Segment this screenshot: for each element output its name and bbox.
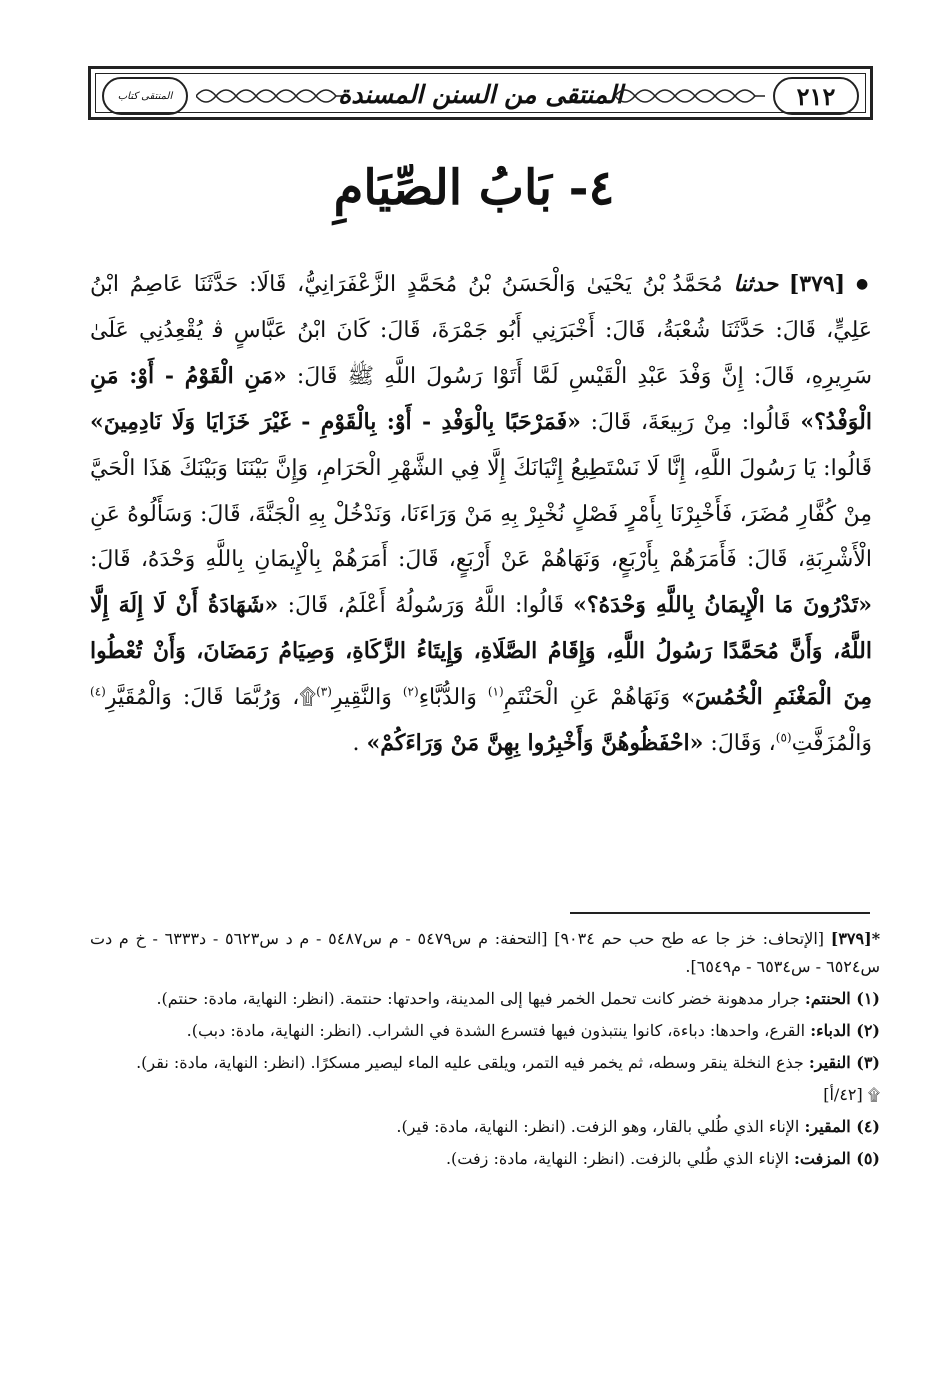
page-number: ٢١٢ [796, 81, 836, 111]
haddathana-word: حدثنا [733, 271, 779, 297]
book-title: المنتقى من السنن المسندة [338, 80, 623, 109]
narration-text: قَالُوا: اللَّهُ وَرَسُولُهُ أَعْلَمُ، قَالَ: [287, 593, 564, 619]
narration-text: ، وَقَالَ: [710, 731, 776, 757]
footnote-ref: (٢) [402, 684, 419, 699]
footnote-text: القرع، واحدها: دباءة، كانوا ينتبذون فيها فتسرع الشدة في الشراب. (انظر: النهاية، مادة: دبب). [186, 1021, 806, 1040]
ref-number: [٣٧٩] [830, 929, 872, 948]
footnote-item [90, 1113, 880, 1141]
hadith-paragraph [90, 262, 872, 767]
footnote-divider [570, 912, 870, 914]
prophet-quote: «فَمَرْحَبًا بِالْوَفْدِ - أَوْ: بِالْقَوْمِ - غَيْرَ خَزَايَا وَلَا نَادِمِينَ» [90, 408, 581, 435]
ornament-right-icon [615, 84, 765, 108]
footnote-lead: (٥) المزفت: [794, 1149, 880, 1168]
footnote-ref: (٤) [90, 684, 106, 699]
end-punct: . [352, 731, 360, 757]
book-logo-text: المنتقى كتاب [117, 90, 173, 102]
footnote-text: جرار مدهونة خضر كانت تحمل الخمر فيها إلى المدينة، واحدتها: حنتمة. (انظر: النهاية، مادة: حنتم). [156, 989, 800, 1008]
isnad-text: مُحَمَّدُ بْنُ يَحْيَىٰ وَالْحَسَنُ بْنُ مُحَمَّدٍ الزَّعْفَرَانِيُّ، قَالَا: حَدَّثَنَا عَاصِمُ ابْنُ عَلِيٍّ، قَالَ: حَدَّثَنَا شُعْبَةُ، قَالَ: أَخْبَرَنِي أَبُو جَمْرَةَ، قَالَ: كَانَ ابْنُ عَبَّاسٍ ﭬ يُقْعِدُنِي عَلَىٰ سَرِيرِهِ، قَالَ: إِنَّ وَفْدَ عَبْدِ الْقَيْسِ لَمَّا أَتَوْا رَسُولَ اللَّهِ ﷺ قَالَ: [90, 272, 873, 389]
prophet-quote: «شَهَادَةُ أَنْ لَا إِلَهَ إِلَّا اللَّهُ، وَأَنَّ مُحَمَّدًا رَسُولُ اللَّهِ، وَإِقَامُ الصَّلَاةِ، وَإِيتَاءُ الزَّكَاةِ، وَصِيَامُ رَمَضَانَ، وَأَنْ تُعْطُوا مِنَ الْمَغْنَمِ الْخُمُسَ» [90, 592, 873, 711]
page-number-emblem [773, 77, 859, 115]
hadith-number: [٣٧٩] [788, 271, 846, 297]
source-reference [90, 925, 880, 981]
footnote-text: الإناء الذي طُلي بالقار، وهو الزفت. (انظر: النهاية، مادة: قير). [396, 1117, 800, 1136]
footnote-text: الإناء الذي طُلي بالزفت. (انظر: النهاية، مادة: زفت). [445, 1149, 789, 1168]
narration-text: قَالُوا: يَا رَسُولَ اللَّهِ، إِنَّا لَا نَسْتَطِيعُ إِتْيَانَكَ إِلَّا فِي الشَّهْرِ الْحَرَامِ، وَإِنَّ بَيْنَنَا وَبَيْنَكَ هَذَا الْحَيَّ مِنْ كُفَّارِ مُضَرَ، فَأَخْبِرْنَا بِأَمْرٍ فَصْلٍ نُخْبِرْ بِهِ مَنْ وَرَاءَنَا، وَنَدْخُلْ بِهِ الْجَنَّةَ، قَالَ: وَسَأَلُوهُ عَنِ الْأَشْرِبَةِ، قَالَ: فَأَمَرَهُمْ بِأَرْبَعٍ، وَنَهَاهُمْ عَنْ أَرْبَعٍ، قَالَ: أَمَرَهُمْ بِالْإِيمَانِ بِاللَّهِ وَحْدَهُ، قَالَ: [90, 455, 872, 573]
footnote-ref: (١) [487, 684, 504, 699]
footnote-ref: (٥) [775, 730, 792, 745]
footnote-text: ۩ [٤٢/أ] [823, 1085, 880, 1104]
narration-text: وَالْمُزَفَّتِ [791, 731, 872, 757]
footnote-item [90, 1049, 880, 1077]
footnote-item [90, 985, 880, 1013]
narration-text: ، وَرُبَّمَا قَالَ: وَالْمُقَيَّرِ [105, 685, 300, 711]
ref-star: * [871, 929, 881, 948]
narration-text: وَالنَّقِيرِ [331, 685, 392, 711]
hadith-body [90, 262, 872, 767]
footnote-lead: (٣) النقير: [808, 1053, 880, 1072]
ref-text: [الإتحاف: خز جا عه طح حب حم ٩٠٣٤] [التحفة: م س٥٤٧٩ - م س٥٤٨٧ - م د س٥٦٢٣ - د٦٣٣٣ - خ م دت س٦٥٢٤ - س٦٥٣٤ - م٦٥٤٩]. [90, 929, 880, 976]
manuscript-folio-ref [90, 1081, 880, 1109]
narration-text: قَالُوا: مِنْ رَبِيعَةَ، قَالَ: [590, 409, 791, 435]
footnote-lead: (٤) المقير: [804, 1117, 880, 1136]
footnote-item [90, 1017, 880, 1045]
bullet-icon: ● [855, 276, 872, 293]
footnote-item [90, 1145, 880, 1173]
prophet-quote: «مَنِ الْقَوْمُ - أَوْ: مَنِ الْوَفْدُ؟» [90, 362, 872, 435]
footnote-text: جذع النخلة ينقر وسطه، ثم يخمر فيه التمر، ويلقى عليه الماء ليصير مسكرًا. (انظر: النهاية، مادة: نقر). [136, 1053, 804, 1072]
manuscript-marker-icon: ۩ [299, 685, 317, 711]
footnote-lead: (١) الحنتم: [804, 989, 880, 1008]
prophet-quote: «تَدْرُونَ مَا الْإِيمَانُ بِاللَّهِ وَحْدَهُ؟» [573, 592, 872, 619]
header-frame [95, 73, 866, 113]
chapter-title: ٤- بَابُ الصِّيَامِ [333, 160, 615, 216]
footnote-ref: (٣) [316, 684, 332, 699]
narration-text: وَنَهَاهُمْ عَنِ الْحَنْتَمِ [503, 685, 671, 711]
narration-text: وَالدُّبَّاءِ [418, 685, 477, 711]
page-header [88, 66, 873, 120]
prophet-quote: «احْفَظُوهُنَّ وَأَخْبِرُوا بِهِنَّ مَنْ وَرَاءَكُمْ» [366, 730, 704, 757]
footnote-lead: (٢) الدباء: [810, 1021, 880, 1040]
footnotes [90, 925, 880, 1177]
